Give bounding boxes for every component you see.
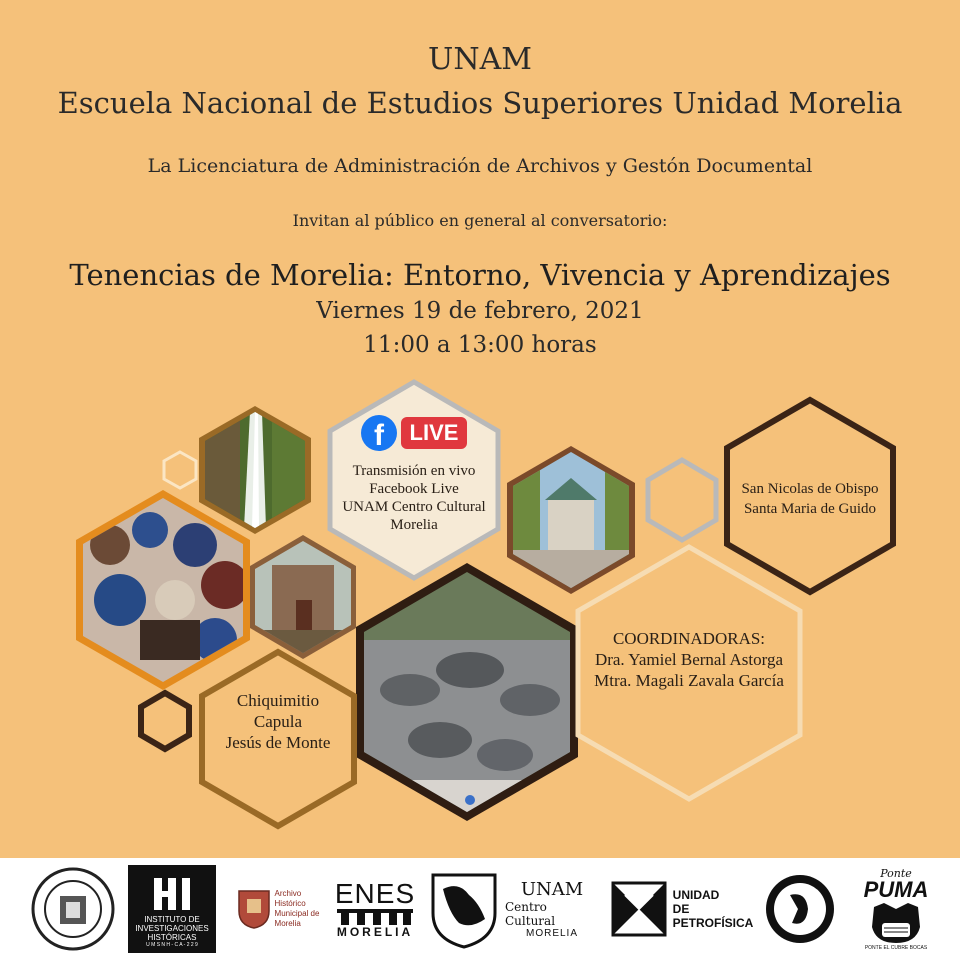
iih-logo	[128, 858, 216, 960]
places-right-text	[727, 479, 893, 519]
iih-line4: U M S N H - C A - 2 2 9	[146, 942, 198, 948]
place-capula: Capula	[253, 712, 303, 731]
place-santa-maria: Santa Maria de Guido	[743, 501, 877, 517]
event-time: 11:00 a 13:00 horas	[363, 332, 597, 358]
petro-line2: DE	[672, 902, 690, 916]
archivo-line1: Archivo	[274, 889, 302, 898]
deco-hex-grey	[648, 460, 716, 540]
archivo-shield-icon	[237, 889, 271, 929]
enes-morelia-logo	[332, 858, 418, 960]
petro-line1: UNIDAD	[672, 888, 720, 902]
archivo-line2: Histórico	[274, 899, 306, 908]
header-invite: Invitan al público en general al conversatorio:	[292, 211, 668, 230]
footer-logos	[0, 858, 960, 960]
coordinators-heading: COORDINADORAS:	[612, 629, 766, 648]
iih-line2: INVESTIGACIONES	[135, 924, 209, 933]
archivo-line3: Municipal de	[274, 909, 320, 918]
puma-face-icon	[868, 901, 924, 945]
enes-line2: MORELIA	[336, 925, 414, 939]
deco-hex-small-white	[164, 452, 196, 488]
deco-hex-small-dark	[141, 693, 189, 749]
enes-columns-icon	[337, 909, 413, 925]
place-san-nicolas: San Nicolas de Obispo	[741, 481, 879, 497]
iih-line3: HISTÓRICAS	[147, 933, 197, 942]
petrofisica-pattern-icon	[611, 881, 667, 937]
fish-circle-logo	[760, 858, 840, 960]
coordinators-text	[578, 628, 800, 691]
puma-line3: PONTE EL CUBRE BOCAS	[864, 944, 928, 951]
live-badge: LIVE	[401, 417, 467, 449]
puma-line1: Ponte	[880, 866, 912, 880]
coordinator-2: Mtra. Magali Zavala García	[594, 671, 784, 690]
umsnh-seal-logo	[28, 858, 118, 960]
event-date: Viernes 19 de febrero, 2021	[316, 298, 644, 324]
place-chiquimitio: Chiquimitio	[236, 691, 320, 710]
live-text	[330, 462, 498, 534]
header-school: Escuela Nacional de Estudios Superiores Unidad Morelia	[57, 86, 903, 120]
petro-line3: PETROFÍSICA	[672, 916, 754, 930]
petrofisica-logo	[608, 858, 756, 960]
live-line2: Facebook Live	[369, 481, 459, 497]
archivo-line4: Morelia	[274, 919, 301, 928]
header-unam: UNAM	[428, 42, 532, 77]
header-program: La Licenciatura de Administración de Archivos y Gestón Documental	[147, 155, 813, 177]
places-left-text	[202, 690, 354, 753]
umsnh-seal-icon	[30, 866, 116, 952]
event-title: Tenencias de Morelia: Entorno, Vivencia y Aprendizajes	[69, 258, 891, 292]
puma-line2: PUMA	[863, 876, 929, 902]
live-line1: Transmisión en vivo	[352, 463, 476, 479]
unam-cc-line2: Centro Cultural	[505, 899, 556, 928]
place-jesus-de-monte: Jesús de Monte	[225, 733, 331, 752]
iih-emblem-icon	[152, 876, 192, 912]
ponte-puma-logo	[848, 858, 944, 960]
iih-line1: INSTITUTO DE	[144, 915, 200, 924]
coordinator-1: Dra. Yamiel Bernal Astorga	[594, 650, 784, 669]
unam-shield-logo	[428, 858, 500, 960]
unam-shield-icon	[429, 869, 499, 949]
enes-line1: ENES	[334, 878, 416, 909]
archivo-historico-logo	[228, 858, 328, 960]
live-line3: UNAM Centro Cultural	[342, 499, 486, 515]
live-line4: Morelia	[390, 517, 438, 533]
unam-cc-line1: UNAM	[520, 878, 584, 900]
fish-icon	[762, 871, 838, 947]
facebook-icon: f	[361, 415, 397, 451]
unam-centro-cultural-logo	[505, 858, 599, 960]
unam-cc-line3: MORELIA	[525, 927, 578, 939]
